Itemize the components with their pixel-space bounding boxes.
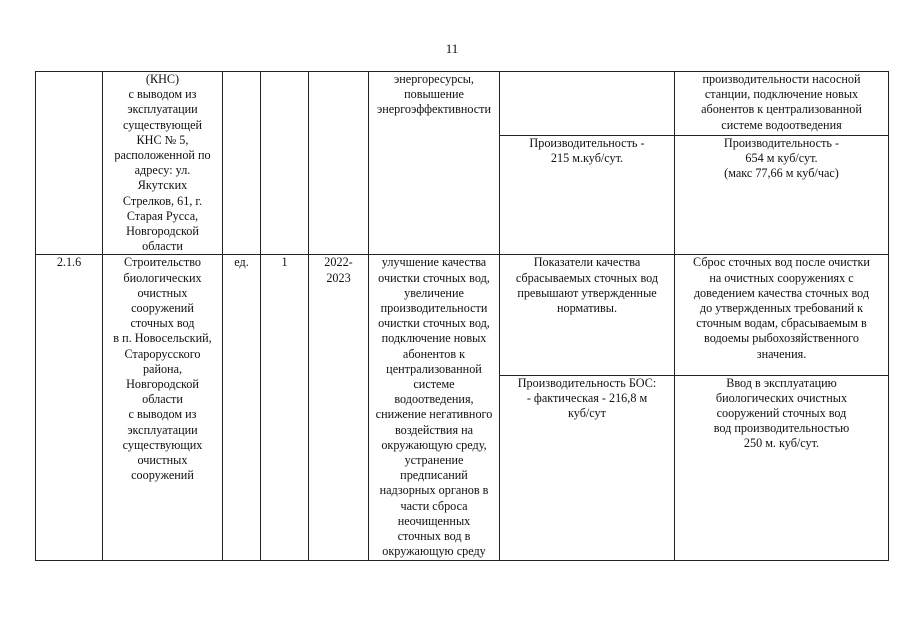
table-row [36, 72, 889, 136]
indicator-cell [500, 255, 675, 375]
measure-name-text: Строительство биологических очистных сооружений сточных вод в п. Новосельский, Старорусского района, Новгородской области с выводом из эксплуатации существующих очистных сооружений [113, 255, 212, 483]
result-text: Производительность - 654 м куб/сут. (макс 77,66 м куб/час) [723, 135, 840, 181]
result-text: производительности насосной станции, подключение новых абонентов к централизованной системе водоотведения [701, 72, 862, 132]
quantity-cell [261, 255, 309, 560]
unit-text: ед. [234, 255, 249, 270]
result-text: Ввод в эксплуатацию биологических очистных сооружений сточных вод вод производительностью 250 м. куб/сут. [713, 375, 850, 451]
indicator-cell [500, 135, 675, 255]
measure-name-text: (КНС) с выводом из эксплуатации существующей КНС № 5, расположенной по адресу: ул. Якутских Стрелков, 61, г. Старая Русса, Новгородской области [114, 72, 211, 254]
result-cell [675, 135, 889, 255]
measure-name-cell [103, 255, 223, 560]
quantity-text: 1 [281, 255, 288, 270]
measures-table [35, 71, 889, 561]
indicator-text: Показатели качества сбрасываемых сточных вод превышают утвержденные нормативы. [515, 255, 659, 316]
goal-text: энергоресурсы, повышение энергоэффективности [376, 72, 492, 117]
row-number-text: 2.1.6 [56, 255, 82, 270]
period-cell [309, 72, 369, 255]
page-number: 11 [445, 41, 459, 56]
result-cell [675, 375, 889, 560]
indicator-text: Производительность БОС: - фактическая - 216,8 м куб/сут [517, 375, 657, 421]
unit-cell [223, 72, 261, 255]
unit-cell [223, 255, 261, 560]
indicator-text: Производительность - 215 м.куб/сут. [529, 135, 645, 165]
indicator-cell [500, 72, 675, 136]
row-number-cell [36, 72, 103, 255]
period-cell [309, 255, 369, 560]
row-number-cell [36, 255, 103, 560]
goal-text: улучшение качества очистки сточных вод, увеличение производительности очистки сточных вод, подключение новых абонентов к централизованной системе водоотведения, снижение негативного воздействия на окружающую среду, устранение предписаний надзорных органов в части сброса неочищенных сточных вод в окружающую среду [375, 255, 493, 559]
indicator-cell [500, 375, 675, 560]
result-cell [675, 255, 889, 375]
table-row [36, 255, 889, 375]
quantity-cell [261, 72, 309, 255]
period-text: 2022- 2023 [324, 255, 353, 285]
measure-name-cell [103, 72, 223, 255]
result-cell [675, 72, 889, 136]
goal-cell [369, 72, 500, 255]
goal-cell [369, 255, 500, 560]
result-text: Сброс сточных вод после очистки на очистных сооружениях с доведением качества сточных вод до утвержденных требований к сточным водам, сбрасываемым в водоемы рыбохозяйственного значения. [693, 255, 870, 361]
